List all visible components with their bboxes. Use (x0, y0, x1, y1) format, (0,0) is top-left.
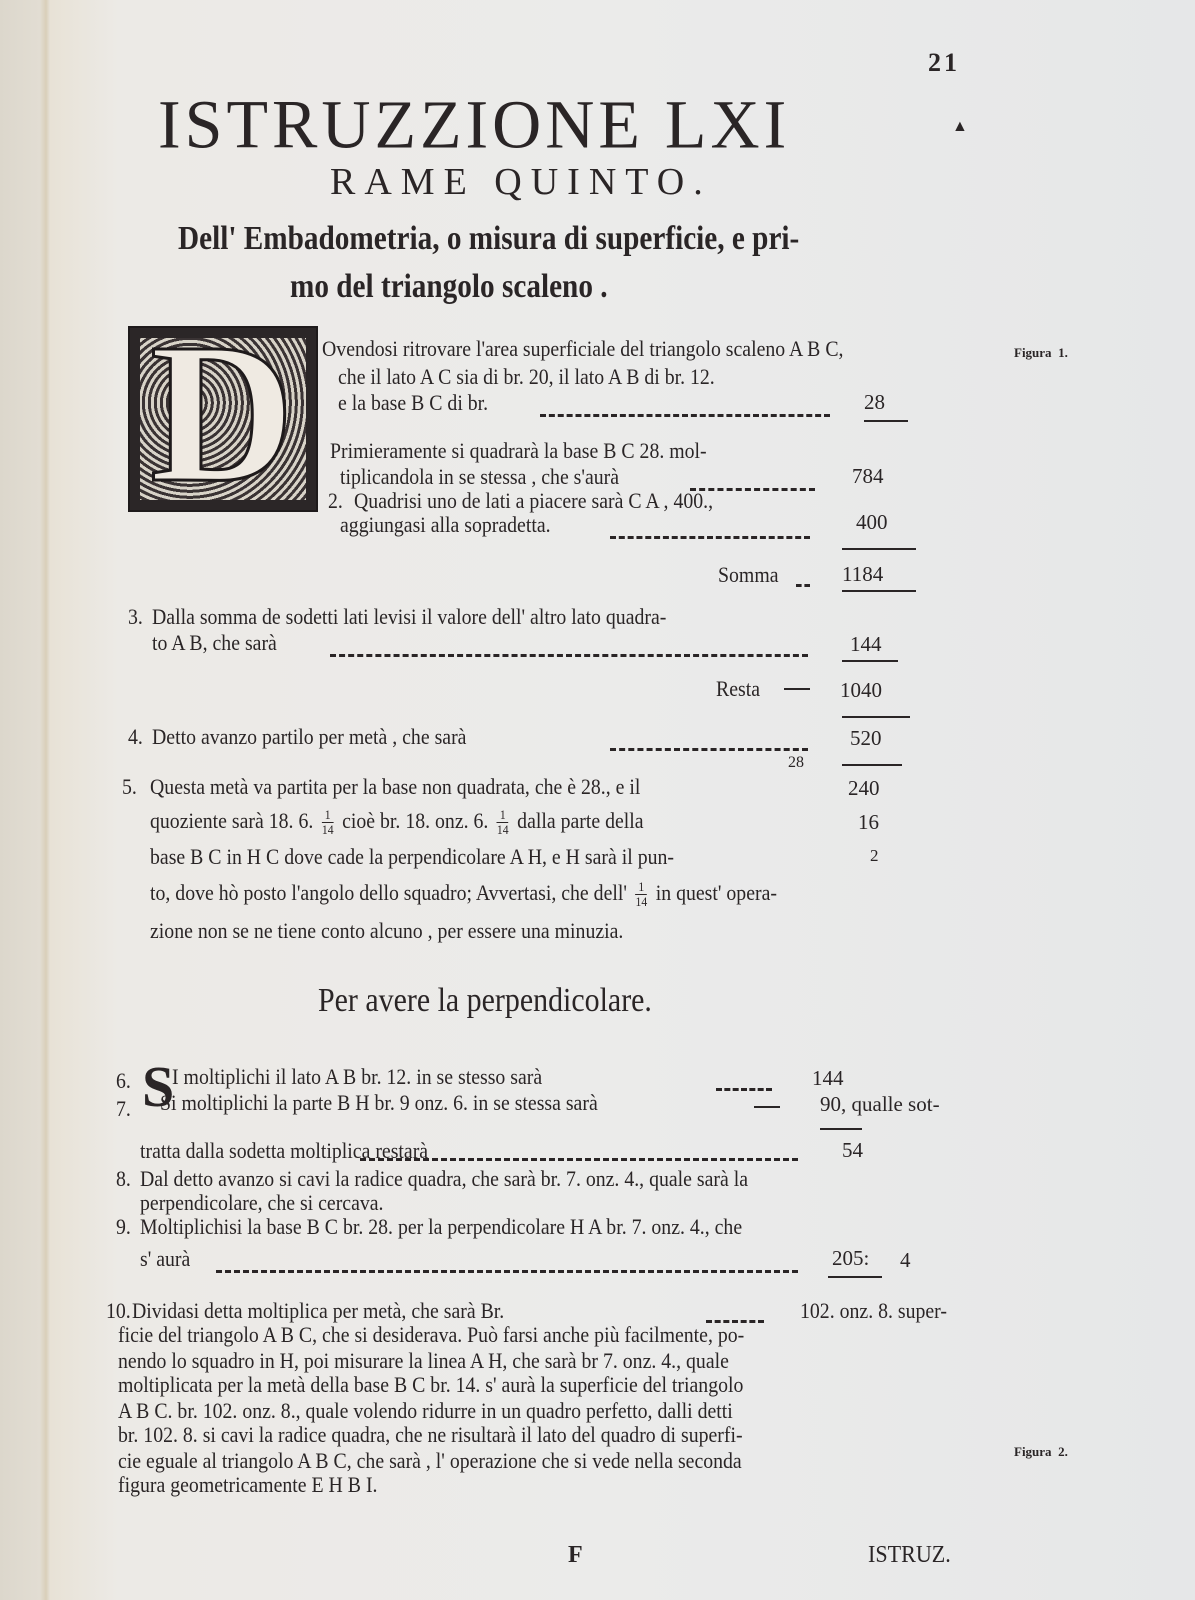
step-7-line-2: tratta dalla sodetta moltiplica restarà (140, 1138, 429, 1163)
intro-value: 28 (864, 390, 885, 414)
leader-dashes (716, 1080, 772, 1098)
intro-line-3: e la base B C di br. (338, 390, 489, 415)
dividend: 240 (848, 776, 880, 800)
denominator: 14 (496, 822, 509, 838)
step-7-result: 54 (842, 1138, 863, 1162)
text: dalla parte della (517, 808, 644, 833)
step-3-line-1: Dalla somma de sodetti lati levisi il valore dell' altro lato quadra- (152, 604, 667, 629)
step-10-line-6: br. 102. 8. si cavi la radice quadra, che ne risultarà il lato del quadro di superfi- (118, 1422, 743, 1447)
step-10-line-3: nendo lo squadro in H, poi misurare la linea A H, che sarà br 7. onz. 4., quale (118, 1348, 729, 1373)
step-1-line-1: Primieramente si quadrarà la base B C 28. mol- (330, 438, 707, 463)
step-6-value: 144 (812, 1066, 844, 1090)
step-5-line-3: base B C in H C dove cade la perpendicolare A H, e H sarà il pun- (150, 844, 674, 869)
step-2-value: 400 (856, 510, 888, 534)
step-7-value (820, 1092, 940, 1117)
step-10-num: 10. (106, 1298, 131, 1323)
step-5-line-4 (150, 880, 777, 909)
page-number: 21 (928, 48, 960, 77)
margin-note-figura-1 (1014, 345, 1068, 361)
rule (842, 660, 898, 662)
step-10-line-1b: 102. onz. 8. super- (800, 1298, 947, 1323)
step-10-line-1: Dividasi detta moltiplica per metà, che sarà Br. (132, 1298, 505, 1323)
rule (828, 1276, 882, 1278)
numerator: 1 (322, 808, 334, 823)
step-7-num: 7. (116, 1096, 131, 1121)
value-suffix: , qualle sot- (841, 1092, 940, 1116)
text: cioè br. 18. onz. 6. (342, 808, 489, 833)
page-title: ISTRUZZIONE LXI (158, 85, 791, 163)
drop-cap-letter: D (150, 303, 295, 524)
margin-note-label: Figura (1014, 345, 1052, 360)
step-9-num: 9. (116, 1214, 131, 1239)
step-6-num: 6. (116, 1068, 131, 1093)
leader-dashes (540, 406, 830, 424)
intro-line-1: Ovendosi ritrovare l'area superficiale del triangolo scaleno A B C, (322, 336, 844, 361)
step-8-num: 8. (116, 1166, 131, 1191)
step-3-value: 144 (850, 632, 882, 656)
step-3-line-2: to A B, che sarà (152, 630, 277, 655)
fraction-1-14 (322, 808, 334, 837)
leader-dashes (330, 646, 808, 664)
step-5-num: 5. (122, 774, 137, 799)
fraction-1-14 (635, 880, 647, 909)
step-4-num: 4. (128, 724, 143, 749)
step-9-value-onz: 4 (900, 1248, 911, 1272)
leader-dashes (216, 1262, 798, 1280)
step-10-line-5: A B C. br. 102. onz. 8., quale volendo ridurre in un quadro perfetto, dalli detti (118, 1398, 733, 1423)
step-5-line-5: zione non se ne tiene conto alcuno , per essere una minuzia. (150, 918, 624, 943)
step-6-line-1: I moltiplichi il lato A B br. 12. in se stesso sarà (172, 1064, 543, 1089)
catchword: ISTRUZ. (868, 1542, 951, 1568)
remainder: 2 (870, 846, 879, 865)
leader-dashes (796, 576, 810, 594)
section-heading: Per avere la perpendicolare. (318, 982, 652, 1019)
step-8-line-1: Dal detto avanzo si cavi la radice quadra, che sarà br. 7. onz. 4., quale sarà la (140, 1166, 749, 1191)
heading-line-2: mo del triangolo scaleno . (290, 268, 608, 305)
text: quoziente sarà 18. 6. (150, 808, 314, 833)
signature-mark: F (568, 1542, 583, 1568)
step-4-value: 520 (850, 726, 882, 750)
value: 90 (820, 1092, 841, 1116)
numerator: 1 (497, 808, 509, 823)
rule (820, 1128, 862, 1130)
step-10-line-2: ficie del triangolo A B C, che si desiderava. Può farsi anche più facilmente, po- (118, 1322, 745, 1347)
section-drop-cap: S (142, 1054, 175, 1119)
step-10-line-8: figura geometricamente E H B I. (118, 1472, 378, 1497)
step-1-value: 784 (852, 464, 884, 488)
rule (784, 688, 810, 690)
margin-note-number: 1. (1058, 345, 1068, 360)
rule (754, 1106, 780, 1108)
title-mark: ▲ (952, 118, 968, 135)
text: to, dove hò posto l'angolo dello squadro; Avvertasi, che dell' (150, 880, 627, 905)
rule (842, 716, 910, 718)
denominator: 14 (635, 894, 648, 910)
somma-value: 1184 (842, 562, 884, 586)
margin-note-label: Figura (1014, 1444, 1052, 1459)
leader-dashes (610, 740, 808, 758)
step-9-line-2: s' aurà (140, 1246, 191, 1271)
step-9-value: 205: (832, 1246, 870, 1270)
quotient: 16 (858, 810, 879, 834)
book-gutter (0, 0, 50, 1600)
step-1-line-2: tiplicandola in se stessa , che s'aurà (340, 464, 620, 489)
denominator: 14 (321, 822, 334, 838)
step-2-line-1: Quadrisi uno de lati a piacere sarà C A , 400., (354, 488, 714, 513)
resta-value: 1040 (840, 678, 882, 702)
step-10-line-4: moltiplicata per la metà della base B C br. 14. s' aurà la superficie del triangolo (118, 1372, 744, 1397)
step-10-line-7: cie eguale al triangolo A B C, che sarà , l' operazione che si vede nella seconda (118, 1448, 742, 1473)
rule (842, 764, 902, 766)
step-3-num: 3. (128, 604, 143, 629)
subtitle: RAME QUINTO. (330, 161, 712, 203)
intro-line-2: che il lato A C sia di br. 20, il lato A B di br. 12. (338, 364, 715, 389)
text: in quest' opera- (655, 880, 777, 905)
leader-dashes (610, 528, 810, 546)
somma-label: Somma (718, 562, 779, 587)
step-7-line-1: Si moltiplichi la parte B H br. 9 onz. 6. in se stessa sarà (160, 1090, 598, 1115)
divisor: 28 (788, 754, 804, 771)
resta-label: Resta (716, 676, 761, 701)
step-2-num: 2. (328, 488, 343, 513)
rule (864, 420, 908, 422)
margin-note-figura-2 (1014, 1444, 1068, 1460)
numerator: 1 (635, 880, 647, 895)
margin-note-number: 2. (1058, 1444, 1068, 1459)
heading-line-1: Dell' Embadometria, o misura di superficie, e pri- (178, 220, 800, 257)
ornamental-drop-cap (128, 303, 318, 524)
step-5-line-1: Questa metà va partita per la base non quadrata, che è 28., e il (150, 774, 641, 799)
step-2-line-2: aggiungasi alla sopradetta. (340, 512, 551, 537)
step-5-line-2 (150, 808, 644, 837)
step-9-line-1: Moltiplichisi la base B C br. 28. per la perpendicolare H A br. 7. onz. 4., che (140, 1214, 743, 1239)
rule (842, 548, 916, 550)
step-8-line-2: perpendicolare, che si cercava. (140, 1190, 384, 1215)
rule (842, 590, 916, 592)
step-4-line-1: Detto avanzo partilo per metà , che sarà (152, 724, 467, 749)
fraction-1-14 (497, 808, 509, 837)
